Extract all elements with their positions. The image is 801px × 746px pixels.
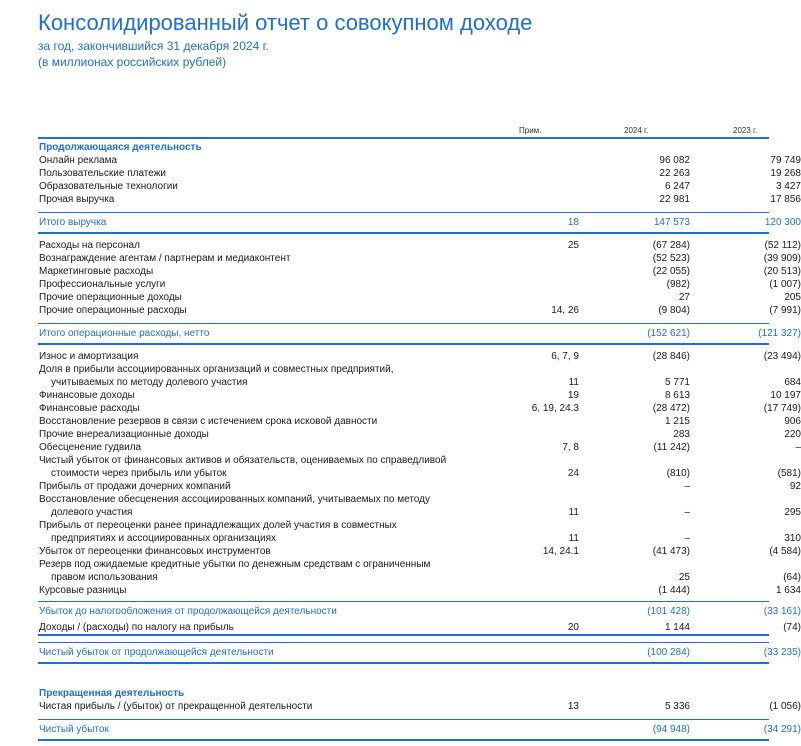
value-2024: 8 613 (664, 390, 690, 401)
value-2023: 10 197 (770, 390, 801, 401)
value-2024: (810) (666, 468, 690, 479)
report-title: Консолидированный отчет о совокупном доходе (38, 10, 533, 35)
value-2023: 205 (784, 292, 801, 303)
value-2024: (52 523) (652, 253, 690, 264)
value-2023: 19 268 (770, 168, 801, 179)
value-2024: (22 055) (652, 266, 690, 277)
value-2024: (94 948) (652, 724, 690, 735)
row-label: Прочие операционные доходы (39, 292, 182, 303)
value-2024: (1 444) (658, 585, 690, 596)
value-2023: 17 856 (770, 194, 801, 205)
value-2023: 120 300 (764, 217, 801, 228)
table-row (38, 389, 801, 402)
value-2024: 1 144 (664, 622, 690, 633)
table-row (38, 291, 801, 304)
table-row (38, 415, 801, 428)
value-2023: (7 991) (769, 305, 801, 316)
table-row (38, 642, 801, 664)
table-row (38, 304, 801, 317)
value-2024: 283 (673, 429, 690, 440)
section-heading (38, 141, 769, 154)
value-2023: (17 749) (763, 403, 801, 414)
value-2024: (152 621) (647, 328, 690, 339)
table-row (38, 700, 801, 713)
table-row (38, 363, 769, 376)
row-label: Чистая прибыль / (убыток) от прекращенной деятельности (39, 701, 313, 712)
value-2023: (39 909) (763, 253, 801, 264)
row-label: Восстановление резервов в связи с истечением срока исковой давности (39, 416, 378, 427)
value-2024: (9 804) (658, 305, 690, 316)
statement-table (38, 141, 801, 746)
row-note: 11 (568, 507, 579, 518)
value-2023: – (795, 442, 801, 453)
table-row (38, 212, 801, 234)
table-row (38, 376, 801, 389)
header-2023: 2023 г. (733, 126, 758, 135)
value-2023: 1 634 (775, 585, 801, 596)
table-row (38, 265, 801, 278)
row-note: 7, 8 (562, 442, 579, 453)
value-2024: 147 573 (653, 217, 690, 228)
value-2024: (67 284) (652, 240, 690, 251)
row-label: Доходы / (расходы) по налогу на прибыль (39, 622, 234, 633)
header-rule (38, 137, 769, 139)
row-note: 11 (568, 533, 579, 544)
value-2024: 6 247 (664, 181, 690, 192)
value-2023: (33 161) (763, 606, 801, 617)
row-label: Прочие операционные расходы (39, 305, 187, 316)
row-label: предприятиях и ассоциированных организациях (51, 533, 276, 544)
table-row (38, 601, 801, 621)
row-note: 11 (568, 377, 579, 388)
value-2024: 96 082 (659, 155, 690, 166)
table-row (38, 323, 801, 345)
value-2024: 25 (678, 572, 690, 583)
value-2023: (121 327) (758, 328, 801, 339)
table-row (38, 467, 801, 480)
row-label: Финансовые доходы (39, 390, 135, 401)
row-label: Курсовые разницы (39, 585, 127, 596)
value-2024: (100 284) (647, 647, 690, 658)
table-row (38, 252, 801, 265)
table-row (38, 532, 801, 545)
value-2023: 92 (789, 481, 801, 492)
value-2024: – (684, 533, 690, 544)
row-label: Расходы на персонал (39, 240, 140, 251)
row-label: Обесценение гудвила (39, 442, 142, 453)
row-label: Финансовые расходы (39, 403, 140, 414)
row-label: Износ и амортизация (39, 351, 139, 362)
table-row (38, 454, 769, 467)
value-2023: (34 291) (763, 724, 801, 735)
section-heading (38, 687, 769, 700)
row-label: долевого участия (51, 507, 133, 518)
value-2024: (28 472) (652, 403, 690, 414)
value-2023: (33 235) (763, 647, 801, 658)
row-label: Чистый убыток от финансовых активов и обязательств, оцениваемых по справедливой (39, 455, 447, 466)
row-label: Прибыль от продажи дочерних компаний (39, 481, 231, 492)
row-note: 20 (567, 622, 579, 633)
header-2024: 2024 г. (624, 126, 649, 135)
table-row (38, 167, 801, 180)
value-2024: (28 846) (652, 351, 690, 362)
table-row (38, 428, 801, 441)
value-2023: 295 (784, 507, 801, 518)
value-2023: (52 112) (764, 240, 801, 251)
value-2023: (1 007) (769, 279, 801, 290)
value-2024: 5 336 (664, 701, 690, 712)
row-label: Убыток от переоценки финансовых инструментов (39, 546, 271, 557)
row-label: Восстановление обесценения ассоциированных компаний, учитываемых по методу (39, 494, 430, 505)
table-row (38, 350, 801, 363)
table-row (38, 584, 801, 597)
table-row (38, 506, 801, 519)
row-label: Маркетинговые расходы (39, 266, 154, 277)
value-2024: (41 473) (652, 546, 690, 557)
value-2023: (1 056) (769, 701, 801, 712)
row-label: Убыток до налогообложения от продолжающейся деятельности (39, 606, 337, 617)
row-label: Образовательные технологии (39, 181, 178, 192)
value-2023: 310 (784, 533, 801, 544)
report-period: за год, закончившийся 31 декабря 2024 г. (38, 39, 269, 53)
header-note: Прим. (519, 126, 542, 135)
value-2023: 79 749 (770, 155, 801, 166)
value-2023: 906 (784, 416, 801, 427)
row-label: Итого операционные расходы, нетто (39, 328, 210, 339)
report-units: (в миллионах российских рублей) (38, 55, 227, 69)
table-row (38, 571, 801, 584)
value-2023: (20 513) (763, 266, 801, 277)
table-row (38, 239, 801, 252)
value-2024: (101 428) (647, 606, 690, 617)
value-2023: (74) (783, 622, 801, 633)
row-label: стоимости через прибыль или убыток (51, 468, 227, 479)
row-label: Итого выручка (39, 217, 107, 228)
value-2023: (4 584) (769, 546, 801, 557)
row-label: учитываемых по методу долевого участия (51, 377, 248, 388)
table-row (38, 480, 801, 493)
value-2024: 22 263 (659, 168, 690, 179)
value-2023: (64) (783, 572, 801, 583)
row-label: Прибыль от переоценки ранее принадлежащих долей участия в совместных (39, 520, 397, 531)
table-row (38, 493, 769, 506)
row-note: 14, 26 (551, 305, 579, 316)
value-2024: 1 215 (664, 416, 690, 427)
row-label: Профессиональные услуги (39, 279, 166, 290)
table-row (38, 402, 801, 415)
value-2024: – (684, 507, 690, 518)
value-2023: 220 (784, 429, 801, 440)
value-2023: (581) (777, 468, 801, 479)
value-2023: 684 (784, 377, 801, 388)
row-label: Прочая выручка (39, 194, 115, 205)
row-label: Пользовательские платежи (39, 168, 166, 179)
value-2024: 27 (678, 292, 690, 303)
row-note: 6, 7, 9 (551, 351, 579, 362)
row-label: Прочие внереализационные доходы (39, 429, 209, 440)
value-2024: (982) (666, 279, 690, 290)
row-note: 25 (567, 240, 579, 251)
row-label: правом использования (51, 572, 158, 583)
table-row (38, 519, 769, 532)
row-label: Резерв под ожидаемые кредитные убытки по денежным средствам с ограниченным (39, 559, 431, 570)
row-label: Прекращенная деятельность (39, 688, 185, 699)
row-label: Вознаграждение агентам / партнерам и медиаконтент (39, 253, 291, 264)
table-row (38, 545, 801, 558)
row-label: Доля в прибыли ассоциированных организаций и совместных предприятий, (39, 364, 394, 375)
table-row (38, 278, 801, 291)
table-row (38, 558, 769, 571)
row-note: 6, 19, 24.3 (531, 403, 579, 414)
value-2023: 3 427 (775, 181, 801, 192)
value-2024: – (684, 481, 690, 492)
row-note: 18 (567, 217, 579, 228)
table-row (38, 154, 801, 167)
value-2024: 5 771 (664, 377, 690, 388)
table-row (38, 193, 801, 206)
table-row (38, 719, 801, 741)
table-row (38, 441, 801, 454)
row-spacer (38, 669, 769, 687)
value-2024: (11 242) (653, 442, 690, 453)
row-label: Продолжающаяся деятельность (39, 142, 202, 153)
value-2024: 22 981 (659, 194, 690, 205)
row-note: 14, 24.1 (542, 546, 579, 557)
row-label: Онлайн реклама (39, 155, 118, 166)
table-row (38, 621, 801, 636)
row-note: 13 (567, 701, 579, 712)
table-row (38, 180, 801, 193)
row-label: Чистый убыток (39, 724, 109, 735)
row-note: 24 (567, 468, 579, 479)
value-2023: (23 494) (763, 351, 801, 362)
row-label: Чистый убыток от продолжающейся деятельности (39, 647, 274, 658)
row-note: 19 (567, 390, 579, 401)
